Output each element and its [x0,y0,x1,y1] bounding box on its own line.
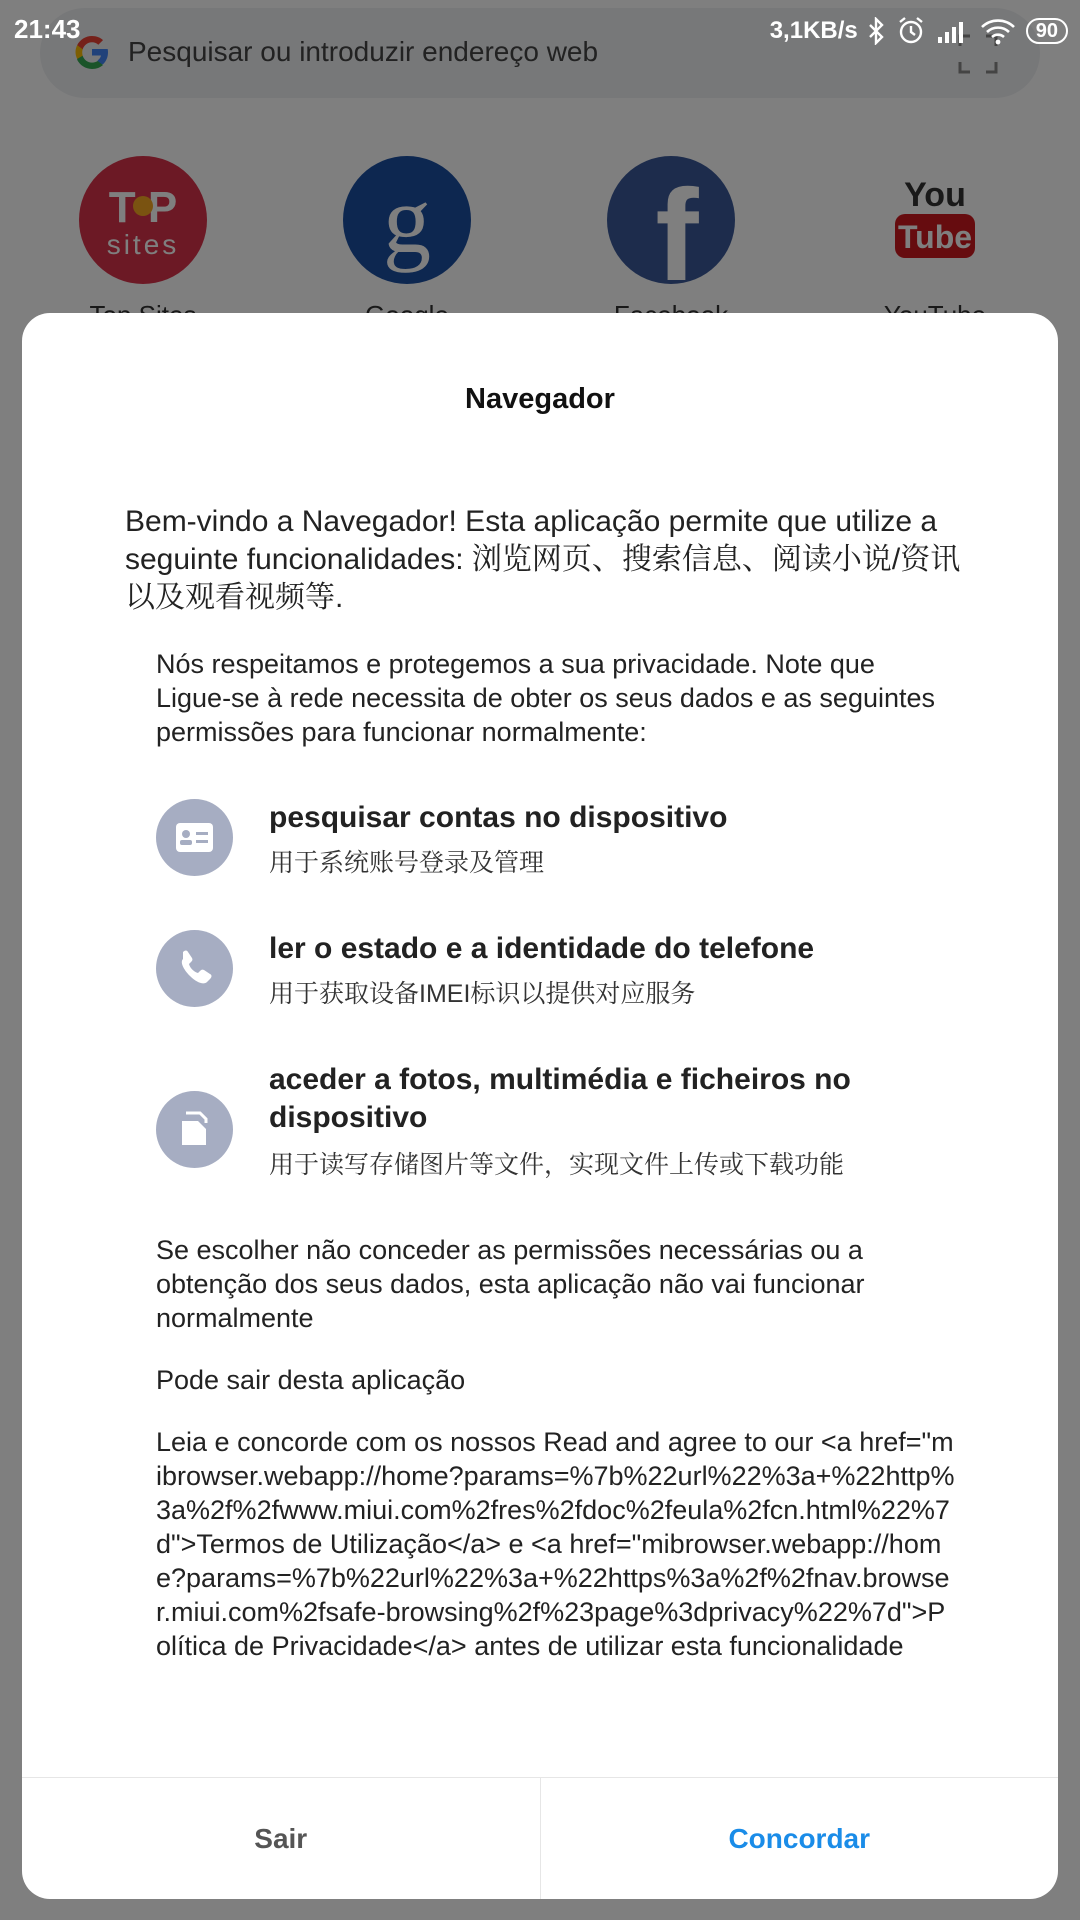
dialog-title: Navegador [465,383,615,415]
warning-text: Se escolher não conceder as permissões necessárias ou a obtenção dos seus dados, esta aplicação não vai funcionar normalmente [156,1235,865,1333]
phone-icon [156,930,233,1007]
signal-icon [936,17,970,45]
network-speed: 3,1KB/s [769,17,858,44]
dialog-actions [22,1777,1058,1899]
privacy-intro: Nós respeitamos e protegemos a sua privacidade. Note que Ligue-se à rede necessita de obter os seus dados e as seguintes permissões para funcionar normalmente: [156,649,936,747]
files-icon [156,1091,233,1168]
status-time: 21:43 [14,14,81,44]
permission-title: ler o estado e a identidade do telefone [269,932,815,965]
wifi-icon [980,17,1016,45]
permission-subtitle: 用于获取设备IMEI标识以提供对应服务 [269,980,696,1008]
alarm-icon [896,16,926,46]
status-icons [770,14,1068,48]
welcome-text: Bem-vindo a Navegador! Esta aplicação permite que utilize a seguinte funcionalidades: 浏览网页、搜索信息、阅读小说/资讯以及观看视频等. [125,505,961,614]
permission-title: aceder a fotos, multimédia e ficheiros no dispositivo [269,1063,851,1134]
agreement-text[interactable]: Leia e concorde com os nossos Read and agree to our <a href="mibrowser.webapp://home?params=%7b%22url%22%3a+%22http%3a%2f%2fwww.miui.com%2fres%2fdoc%2feula%2fcn.html%22%7d">Termos de Utilização</a> e <a href="mibrowser.webapp://home?params=%7b%22url%22%3a+%22https%3a%2f%2fnav.browser.miui.com%2fsafe-browsing%2f%23page%3dprivacy%22%7d">Política de Privacidade</a> antes de utilizar esta funcionalidade [156,1427,955,1661]
permission-dialog [22,313,1058,1899]
agree-button[interactable]: Concordar [728,1823,871,1854]
permission-subtitle: 用于系统账号登录及管理 [269,849,545,877]
exit-note: Pode sair desta aplicação [156,1365,466,1395]
status-bar [0,0,1080,60]
battery-indicator: 90 [1026,18,1068,44]
permission-title: pesquisar contas no dispositivo [269,801,728,834]
permission-subtitle: 用于读写存储图片等文件，实现文件上传或下载功能 [269,1151,845,1179]
exit-button[interactable]: Sair [22,1778,541,1899]
bluetooth-icon [868,17,886,45]
account-card-icon [156,799,233,876]
